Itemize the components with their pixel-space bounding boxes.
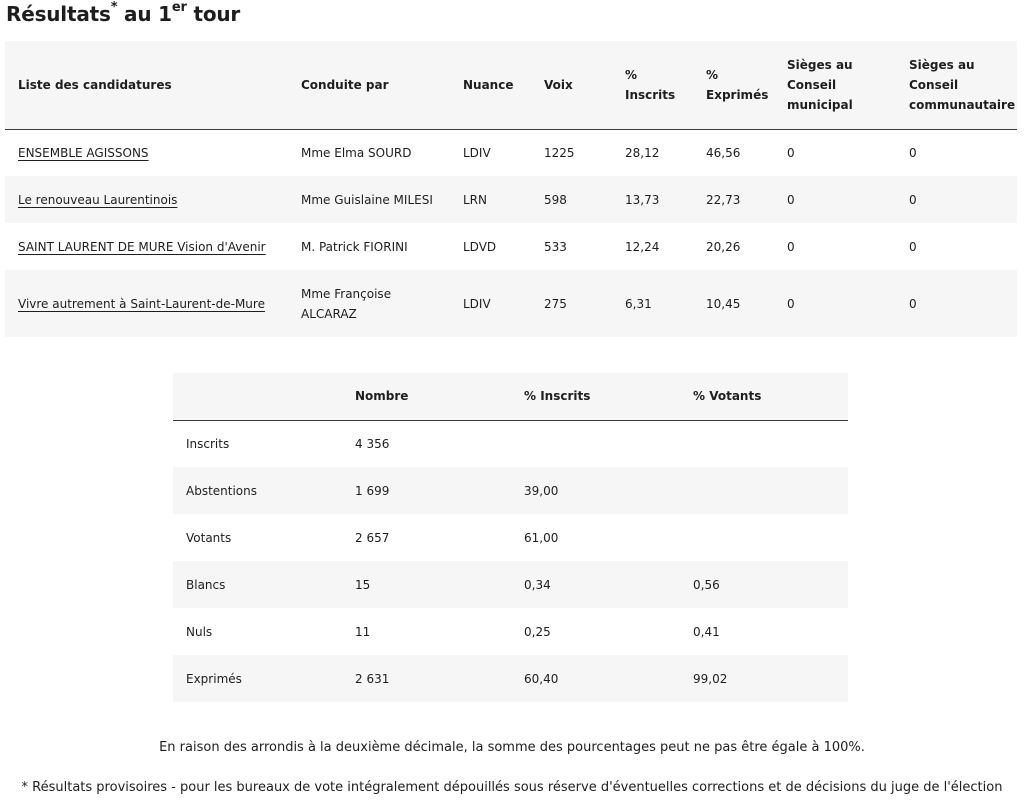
summary-pct-votants (680, 420, 848, 467)
header-nombre: Nombre (355, 389, 409, 404)
summary-label: Inscrits (186, 436, 230, 451)
title-text-middle: au 1 (117, 2, 172, 26)
summary-pct-votants: 0,56 (693, 577, 720, 592)
leader-cell: M. Patrick FIORINI (301, 239, 408, 254)
nuance-cell: LDVD (463, 239, 497, 254)
summary-pct-votants: 99,02 (693, 671, 728, 686)
results-header-row (5, 41, 1017, 129)
seats-community-cell: 0 (909, 239, 917, 254)
header-empty (173, 373, 342, 420)
table-row (173, 655, 848, 702)
summary-pct-inscrits: 60,40 (524, 671, 559, 686)
pct-exprimes-cell: 46,56 (706, 145, 741, 160)
results-table (5, 41, 1017, 337)
summary-pct-votants (680, 467, 848, 514)
title-text-suffix: tour (186, 2, 241, 26)
table-row (5, 129, 1017, 176)
pct-inscrits-cell: 13,73 (625, 192, 660, 207)
header-pct-inscrits: % Inscrits (625, 67, 676, 102)
list-link[interactable]: SAINT LAURENT DE MURE Vision d'Avenir (18, 239, 266, 254)
summary-nombre: 2 631 (355, 671, 390, 686)
voix-cell: 1225 (544, 145, 575, 160)
summary-label: Nuls (186, 624, 213, 639)
seats-community-cell: 0 (909, 145, 917, 160)
table-row (173, 514, 848, 561)
summary-label: Abstentions (186, 483, 258, 498)
title-footnote-marker: * (110, 0, 118, 16)
seats-municipal-cell: 0 (787, 192, 795, 207)
leader-cell: Mme Elma SOURD (301, 145, 412, 160)
pct-inscrits-cell: 6,31 (625, 296, 652, 311)
table-row (173, 420, 848, 467)
list-link[interactable]: Le renouveau Laurentinois (18, 192, 178, 207)
voix-cell: 275 (544, 296, 567, 311)
pct-inscrits-cell: 28,12 (625, 145, 660, 160)
summary-nombre: 1 699 (355, 483, 390, 498)
summary-pct-inscrits: 61,00 (524, 530, 559, 545)
seats-municipal-cell: 0 (787, 145, 795, 160)
summary-nombre: 15 (355, 577, 371, 592)
voix-cell: 533 (544, 239, 567, 254)
header-seats-municipal: Sièges au Conseil municipal (787, 57, 853, 112)
table-row (173, 608, 848, 655)
summary-label: Exprimés (186, 671, 242, 686)
summary-nombre: 11 (355, 624, 371, 639)
header-voix: Voix (544, 77, 573, 92)
list-link[interactable]: ENSEMBLE AGISSONS (18, 145, 149, 160)
title-text: Résultats (6, 2, 111, 26)
summary-label: Blancs (186, 577, 226, 592)
summary-nombre: 4 356 (355, 436, 390, 451)
summary-pct-votants: 0,41 (693, 624, 720, 639)
header-seats-community: Sièges au Conseil communautaire (909, 57, 1016, 112)
title-ordinal-suffix: er (171, 0, 187, 16)
seats-municipal-cell: 0 (787, 296, 795, 311)
pct-exprimes-cell: 20,26 (706, 239, 741, 254)
pct-inscrits-cell: 12,24 (625, 239, 660, 254)
table-row (173, 561, 848, 608)
nuance-cell: LDIV (463, 145, 491, 160)
header-leader: Conduite par (301, 77, 389, 92)
summary-label: Votants (186, 530, 232, 545)
voix-cell: 598 (544, 192, 567, 207)
nuance-cell: LRN (463, 192, 487, 207)
header-pct-inscrits: % Inscrits (524, 389, 591, 404)
leader-cell: Mme Guislaine MILESI (301, 192, 433, 207)
table-row (5, 270, 1017, 337)
rounding-note: En raison des arrondis à la deuxième décimale, la somme des pourcentages peut ne pas être égale à 100%. (159, 740, 865, 755)
table-row (5, 176, 1017, 223)
header-pct-votants: % Votants (693, 389, 762, 404)
leader-cell: Mme Françoise ALCARAZ (301, 286, 392, 321)
pct-exprimes-cell: 22,73 (706, 192, 741, 207)
summary-pct-inscrits: 0,25 (524, 624, 551, 639)
seats-community-cell: 0 (909, 192, 917, 207)
summary-pct-inscrits: 39,00 (524, 483, 559, 498)
list-link[interactable]: Vivre autrement à Saint-Laurent-de-Mure (18, 296, 265, 311)
pct-exprimes-cell: 10,45 (706, 296, 741, 311)
summary-nombre: 2 657 (355, 530, 390, 545)
provisional-results-note: * Résultats provisoires - pour les bureaux de vote intégralement dépouillés sous réserve d'éventuelles corrections et de décisions du juge de l'élection (21, 780, 1003, 795)
header-list: Liste des candidatures (18, 77, 172, 92)
nuance-cell: LDIV (463, 296, 491, 311)
seats-community-cell: 0 (909, 296, 917, 311)
summary-table (173, 373, 848, 702)
header-nuance: Nuance (463, 77, 514, 92)
summary-pct-inscrits: 0,34 (524, 577, 551, 592)
table-row (5, 223, 1017, 270)
page-title (6, 2, 240, 26)
header-pct-exprimes: % Exprimés (706, 67, 769, 102)
table-row (173, 467, 848, 514)
summary-header-row (173, 373, 848, 420)
summary-pct-votants (680, 514, 848, 561)
seats-municipal-cell: 0 (787, 239, 795, 254)
summary-pct-inscrits (511, 420, 680, 467)
